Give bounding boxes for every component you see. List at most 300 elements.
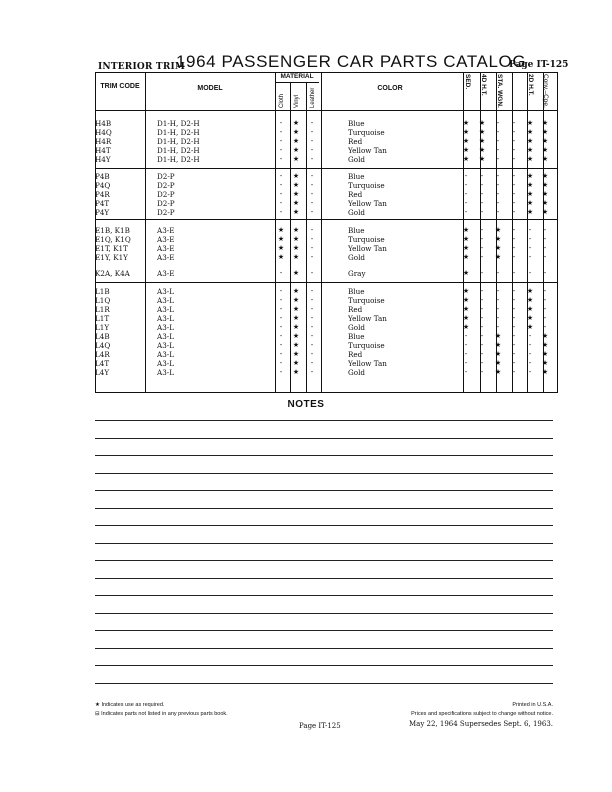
material-mark: - bbox=[310, 235, 314, 243]
color-cell: Red bbox=[348, 137, 363, 146]
material-mark: - bbox=[310, 269, 314, 277]
note-line bbox=[95, 665, 553, 666]
material-mark: ★ bbox=[277, 244, 285, 252]
trim-code-cell: E1B, K1B bbox=[95, 226, 130, 235]
note-line bbox=[95, 473, 553, 474]
table-row bbox=[0, 350, 612, 359]
body-style-mark: - bbox=[464, 359, 468, 367]
note-line bbox=[95, 595, 553, 596]
body-style-mark: - bbox=[496, 305, 500, 313]
color-cell: Gold bbox=[348, 323, 365, 332]
model-cell: D2-P bbox=[157, 208, 175, 217]
model-cell: D1-H, D2-H bbox=[157, 119, 200, 128]
trim-code-cell: E1Q, K1Q bbox=[95, 235, 131, 244]
model-cell: D1-H, D2-H bbox=[157, 155, 200, 164]
body-style-mark: ★ bbox=[478, 155, 486, 163]
color-cell: Yellow Tan bbox=[348, 146, 387, 155]
body-style-mark: - bbox=[480, 235, 484, 243]
trim-code-cell: L1B bbox=[95, 287, 110, 296]
vinyl-header: Vinyl bbox=[294, 95, 300, 108]
material-mark: ★ bbox=[292, 235, 300, 243]
trim-code-cell: L4T bbox=[95, 359, 110, 368]
body-style-mark: ★ bbox=[526, 208, 534, 216]
material-mark: - bbox=[310, 190, 314, 198]
color-cell: Red bbox=[348, 190, 363, 199]
color-cell: Turquoise bbox=[348, 296, 385, 305]
note-line bbox=[95, 455, 553, 456]
note-line bbox=[95, 490, 553, 491]
trim-code-cell: P4T bbox=[95, 199, 110, 208]
material-mark: ★ bbox=[292, 287, 300, 295]
group-rule bbox=[96, 282, 557, 283]
body-style-mark: - bbox=[528, 269, 532, 277]
body-style-mark: ★ bbox=[541, 368, 549, 376]
material-rule bbox=[275, 82, 319, 83]
trim-code-cell: P4Q bbox=[95, 181, 111, 190]
table-row bbox=[0, 155, 612, 164]
material-mark: ★ bbox=[292, 119, 300, 127]
note-line bbox=[95, 420, 553, 421]
body-style-mark: ★ bbox=[541, 350, 549, 358]
body-style-mark: - bbox=[543, 235, 547, 243]
table-row bbox=[0, 287, 612, 296]
body-style-mark: - bbox=[464, 181, 468, 189]
model-cell: A3-L bbox=[157, 359, 174, 368]
body-style-mark: ★ bbox=[462, 146, 470, 154]
body-style-mark: - bbox=[528, 368, 532, 376]
table-row bbox=[0, 190, 612, 199]
material-mark: - bbox=[279, 314, 283, 322]
material-mark: ★ bbox=[292, 341, 300, 349]
conv-cpe-header: Conv.–Cpe. bbox=[542, 74, 549, 108]
material-mark: - bbox=[310, 226, 314, 234]
body-style-mark: - bbox=[512, 172, 516, 180]
model-cell: A3-L bbox=[157, 332, 174, 341]
note-line bbox=[95, 560, 553, 561]
body-style-mark: ★ bbox=[541, 155, 549, 163]
table-row bbox=[0, 368, 612, 377]
sed-header: SED. bbox=[464, 74, 471, 90]
note-line bbox=[95, 508, 553, 509]
material-mark: ★ bbox=[292, 350, 300, 358]
material-mark: ★ bbox=[292, 314, 300, 322]
body-style-mark: - bbox=[496, 155, 500, 163]
material-mark: ★ bbox=[292, 208, 300, 216]
note-line bbox=[95, 543, 553, 544]
material-mark: - bbox=[310, 368, 314, 376]
body-style-mark: - bbox=[512, 253, 516, 261]
model-cell: A3-L bbox=[157, 296, 174, 305]
body-style-mark: - bbox=[543, 323, 547, 331]
footer-page: Page IT-125 bbox=[299, 722, 341, 730]
color-cell: Yellow Tan bbox=[348, 199, 387, 208]
body-style-mark: - bbox=[464, 350, 468, 358]
body-style-mark: - bbox=[496, 269, 500, 277]
trim-code-cell: L4Y bbox=[95, 368, 110, 377]
material-mark: ★ bbox=[292, 137, 300, 145]
body-style-mark: - bbox=[528, 226, 532, 234]
body-style-mark: ★ bbox=[462, 155, 470, 163]
body-style-mark: - bbox=[496, 190, 500, 198]
body-style-mark: ★ bbox=[541, 172, 549, 180]
material-mark: - bbox=[310, 137, 314, 145]
trim-code-cell: L1Y bbox=[95, 323, 110, 332]
trim-code-cell: L1Q bbox=[95, 296, 111, 305]
material-mark: - bbox=[310, 296, 314, 304]
material-mark: - bbox=[310, 146, 314, 154]
trim-code-cell: E1Y, K1Y bbox=[95, 253, 128, 262]
material-mark: - bbox=[279, 269, 283, 277]
color-cell: Blue bbox=[348, 287, 365, 296]
body-style-mark: ★ bbox=[541, 341, 549, 349]
body-style-mark: - bbox=[543, 244, 547, 252]
body-style-mark: - bbox=[512, 359, 516, 367]
material-mark: - bbox=[310, 155, 314, 163]
body-style-mark: ★ bbox=[494, 359, 502, 367]
body-style-mark: ★ bbox=[494, 368, 502, 376]
body-style-mark: - bbox=[480, 305, 484, 313]
4dht-header: 4D H.T. bbox=[480, 74, 487, 96]
body-style-mark: - bbox=[543, 226, 547, 234]
model-cell: A3-L bbox=[157, 341, 174, 350]
body-style-mark: ★ bbox=[494, 226, 502, 234]
color-cell: Turquoise bbox=[348, 341, 385, 350]
body-style-mark: - bbox=[480, 314, 484, 322]
body-style-mark: - bbox=[512, 146, 516, 154]
body-style-mark: - bbox=[512, 244, 516, 252]
material-mark: ★ bbox=[292, 305, 300, 313]
table-row bbox=[0, 359, 612, 368]
body-style-mark: - bbox=[543, 269, 547, 277]
body-style-mark: - bbox=[480, 269, 484, 277]
body-style-mark: ★ bbox=[541, 332, 549, 340]
body-style-mark: - bbox=[512, 190, 516, 198]
body-style-mark: - bbox=[464, 199, 468, 207]
group-rule bbox=[96, 219, 557, 220]
body-style-mark: ★ bbox=[462, 287, 470, 295]
trim-code-cell: L4Q bbox=[95, 341, 111, 350]
model-header: MODEL bbox=[197, 85, 223, 92]
body-style-mark: ★ bbox=[462, 253, 470, 261]
note-line bbox=[95, 613, 553, 614]
body-style-mark: - bbox=[480, 244, 484, 252]
body-style-mark: ★ bbox=[526, 172, 534, 180]
body-style-mark: - bbox=[496, 128, 500, 136]
table-row bbox=[0, 146, 612, 155]
trim-code-cell: H4Q bbox=[95, 128, 112, 137]
material-mark: ★ bbox=[292, 155, 300, 163]
color-cell: Turquoise bbox=[348, 235, 385, 244]
material-mark: - bbox=[279, 146, 283, 154]
material-mark: - bbox=[310, 332, 314, 340]
leather-header: Leather bbox=[310, 87, 316, 108]
body-style-mark: - bbox=[528, 359, 532, 367]
model-cell: A3-L bbox=[157, 305, 174, 314]
material-mark: - bbox=[310, 287, 314, 295]
model-cell: D2-P bbox=[157, 181, 175, 190]
body-style-mark: - bbox=[464, 341, 468, 349]
body-style-mark: - bbox=[543, 287, 547, 295]
trim-code-cell: H4T bbox=[95, 146, 111, 155]
supersedes-date: May 22, 1964 Supersedes Sept. 6, 1963. bbox=[409, 720, 553, 728]
body-style-mark: ★ bbox=[462, 323, 470, 331]
body-style-mark: - bbox=[480, 199, 484, 207]
material-mark: - bbox=[279, 208, 283, 216]
color-cell: Gray bbox=[348, 269, 366, 278]
body-style-mark: ★ bbox=[526, 146, 534, 154]
prices-notice: Prices and specifications subject to change without notice. bbox=[411, 711, 553, 717]
body-style-mark: - bbox=[480, 323, 484, 331]
body-style-mark: ★ bbox=[526, 199, 534, 207]
body-style-mark: - bbox=[512, 296, 516, 304]
table-row bbox=[0, 137, 612, 146]
material-mark: - bbox=[279, 323, 283, 331]
body-style-mark: - bbox=[512, 155, 516, 163]
header-rule bbox=[96, 110, 557, 111]
body-style-mark: - bbox=[543, 296, 547, 304]
body-style-mark: - bbox=[496, 172, 500, 180]
model-cell: A3-E bbox=[157, 226, 175, 235]
table-row bbox=[0, 332, 612, 341]
body-style-mark: - bbox=[496, 137, 500, 145]
body-style-mark: ★ bbox=[478, 146, 486, 154]
material-mark: - bbox=[279, 199, 283, 207]
body-style-mark: ★ bbox=[526, 287, 534, 295]
body-style-mark: - bbox=[512, 287, 516, 295]
trim-code-cell: P4Y bbox=[95, 208, 110, 217]
note-line bbox=[95, 438, 553, 439]
table-row bbox=[0, 199, 612, 208]
material-mark: - bbox=[310, 253, 314, 261]
material-mark: ★ bbox=[292, 332, 300, 340]
material-mark: ★ bbox=[277, 253, 285, 261]
body-style-mark: ★ bbox=[478, 119, 486, 127]
body-style-mark: ★ bbox=[494, 235, 502, 243]
cloth-header: Cloth bbox=[279, 93, 285, 108]
body-style-mark: - bbox=[496, 181, 500, 189]
body-style-mark: ★ bbox=[494, 253, 502, 261]
body-style-mark: - bbox=[480, 208, 484, 216]
body-style-mark: ★ bbox=[478, 128, 486, 136]
table-row bbox=[0, 296, 612, 305]
table-row bbox=[0, 235, 612, 244]
body-style-mark: ★ bbox=[526, 296, 534, 304]
material-mark: - bbox=[310, 199, 314, 207]
body-style-mark: ★ bbox=[462, 128, 470, 136]
body-style-mark: ★ bbox=[462, 296, 470, 304]
legend-use: ★ Indicates use as required. bbox=[95, 702, 165, 708]
body-style-mark: - bbox=[512, 226, 516, 234]
2dht-header: 2D H.T. bbox=[527, 74, 534, 96]
body-style-mark: ★ bbox=[526, 305, 534, 313]
body-style-mark: ★ bbox=[541, 146, 549, 154]
material-mark: ★ bbox=[292, 368, 300, 376]
trim-code-cell: L1T bbox=[95, 314, 110, 323]
body-style-mark: ★ bbox=[526, 155, 534, 163]
trim-code-cell: L4B bbox=[95, 332, 110, 341]
material-mark: ★ bbox=[292, 199, 300, 207]
body-style-mark: - bbox=[464, 332, 468, 340]
table-row bbox=[0, 128, 612, 137]
material-mark: ★ bbox=[292, 359, 300, 367]
table-row bbox=[0, 341, 612, 350]
material-mark: ★ bbox=[292, 181, 300, 189]
trim-code-cell: H4R bbox=[95, 137, 112, 146]
body-style-mark: - bbox=[528, 350, 532, 358]
body-style-mark: - bbox=[464, 208, 468, 216]
body-style-mark: - bbox=[528, 235, 532, 243]
body-style-mark: ★ bbox=[526, 181, 534, 189]
note-line bbox=[95, 683, 553, 684]
body-style-mark: ★ bbox=[462, 314, 470, 322]
trim-code-cell: K2A, K4A bbox=[95, 269, 130, 278]
model-cell: A3-E bbox=[157, 253, 175, 262]
color-cell: Yellow Tan bbox=[348, 359, 387, 368]
material-mark: - bbox=[310, 350, 314, 358]
body-style-mark: - bbox=[528, 253, 532, 261]
material-mark: - bbox=[279, 287, 283, 295]
material-mark: - bbox=[310, 208, 314, 216]
material-mark: - bbox=[310, 172, 314, 180]
model-cell: D2-P bbox=[157, 199, 175, 208]
table-row bbox=[0, 253, 612, 262]
body-style-mark: ★ bbox=[462, 119, 470, 127]
material-header: MATERIAL bbox=[280, 73, 314, 80]
body-style-mark: - bbox=[496, 296, 500, 304]
material-mark: - bbox=[279, 128, 283, 136]
table-row bbox=[0, 181, 612, 190]
material-mark: ★ bbox=[292, 226, 300, 234]
body-style-mark: ★ bbox=[526, 119, 534, 127]
body-style-mark: - bbox=[512, 128, 516, 136]
body-style-mark: ★ bbox=[526, 137, 534, 145]
table-row bbox=[0, 226, 612, 235]
table-row bbox=[0, 244, 612, 253]
material-mark: - bbox=[310, 305, 314, 313]
material-mark: ★ bbox=[292, 128, 300, 136]
material-mark: ★ bbox=[277, 235, 285, 243]
color-cell: Gold bbox=[348, 368, 365, 377]
model-cell: D2-P bbox=[157, 190, 175, 199]
color-cell: Gold bbox=[348, 155, 365, 164]
body-style-mark: ★ bbox=[541, 137, 549, 145]
body-style-mark: ★ bbox=[541, 208, 549, 216]
body-style-mark: - bbox=[528, 341, 532, 349]
model-cell: A3-L bbox=[157, 323, 174, 332]
body-style-mark: - bbox=[480, 226, 484, 234]
body-style-mark: - bbox=[496, 199, 500, 207]
printed-in: Printed in U.S.A. bbox=[512, 702, 553, 708]
body-style-mark: ★ bbox=[541, 181, 549, 189]
model-cell: D2-P bbox=[157, 172, 175, 181]
page-title: 1964 PASSENGER CAR PARTS CATALOG bbox=[176, 52, 527, 71]
body-style-mark: ★ bbox=[462, 269, 470, 277]
material-mark: ★ bbox=[292, 269, 300, 277]
color-cell: Turquoise bbox=[348, 181, 385, 190]
body-style-mark: - bbox=[512, 119, 516, 127]
body-style-mark: ★ bbox=[462, 235, 470, 243]
body-style-mark: ★ bbox=[494, 350, 502, 358]
trim-code-header: TRIM CODE bbox=[100, 83, 140, 90]
body-style-mark: - bbox=[512, 314, 516, 322]
material-mark: ★ bbox=[292, 296, 300, 304]
material-mark: ★ bbox=[292, 190, 300, 198]
body-style-mark: - bbox=[496, 287, 500, 295]
body-style-mark: - bbox=[480, 359, 484, 367]
body-style-mark: - bbox=[512, 181, 516, 189]
material-mark: - bbox=[279, 172, 283, 180]
model-cell: A3-E bbox=[157, 244, 175, 253]
color-cell: Blue bbox=[348, 226, 365, 235]
material-mark: - bbox=[279, 296, 283, 304]
material-mark: - bbox=[310, 244, 314, 252]
body-style-mark: ★ bbox=[494, 341, 502, 349]
color-cell: Blue bbox=[348, 119, 365, 128]
body-style-mark: - bbox=[512, 341, 516, 349]
body-style-mark: ★ bbox=[541, 128, 549, 136]
body-style-mark: ★ bbox=[541, 199, 549, 207]
material-mark: - bbox=[310, 128, 314, 136]
model-cell: A3-E bbox=[157, 235, 175, 244]
note-line bbox=[95, 578, 553, 579]
body-style-mark: - bbox=[512, 235, 516, 243]
color-cell: Yellow Tan bbox=[348, 244, 387, 253]
body-style-mark: - bbox=[480, 296, 484, 304]
material-mark: - bbox=[279, 119, 283, 127]
model-cell: A3-L bbox=[157, 314, 174, 323]
table-row bbox=[0, 119, 612, 128]
notes-title: NOTES bbox=[287, 399, 325, 410]
material-mark: - bbox=[279, 190, 283, 198]
body-style-mark: - bbox=[512, 199, 516, 207]
body-style-mark: ★ bbox=[526, 323, 534, 331]
material-mark: - bbox=[310, 181, 314, 189]
material-mark: ★ bbox=[292, 146, 300, 154]
body-style-mark: - bbox=[496, 323, 500, 331]
trim-code-cell: L1R bbox=[95, 305, 110, 314]
body-style-mark: - bbox=[496, 314, 500, 322]
body-style-mark: - bbox=[480, 350, 484, 358]
material-mark: - bbox=[279, 332, 283, 340]
model-cell: A3-L bbox=[157, 350, 174, 359]
material-mark: - bbox=[279, 350, 283, 358]
model-cell: D1-H, D2-H bbox=[157, 146, 200, 155]
model-cell: D1-H, D2-H bbox=[157, 137, 200, 146]
model-cell: A3-L bbox=[157, 368, 174, 377]
body-style-mark: - bbox=[543, 253, 547, 261]
color-cell: Turquoise bbox=[348, 128, 385, 137]
body-style-mark: - bbox=[512, 305, 516, 313]
color-header: COLOR bbox=[377, 85, 403, 92]
trim-code-cell: E1T, K1T bbox=[95, 244, 128, 253]
material-mark: - bbox=[279, 368, 283, 376]
body-style-mark: ★ bbox=[526, 128, 534, 136]
material-mark: - bbox=[279, 181, 283, 189]
table-row bbox=[0, 314, 612, 323]
color-cell: Yellow Tan bbox=[348, 314, 387, 323]
material-mark: ★ bbox=[292, 244, 300, 252]
body-style-mark: - bbox=[512, 332, 516, 340]
trim-code-cell: H4Y bbox=[95, 155, 111, 164]
body-style-mark: - bbox=[543, 305, 547, 313]
body-style-mark: - bbox=[480, 172, 484, 180]
body-style-mark: - bbox=[464, 172, 468, 180]
body-style-mark: - bbox=[512, 350, 516, 358]
trim-code-cell: P4R bbox=[95, 190, 110, 199]
body-style-mark: - bbox=[480, 287, 484, 295]
trim-code-cell: H4B bbox=[95, 119, 112, 128]
table-row bbox=[0, 305, 612, 314]
